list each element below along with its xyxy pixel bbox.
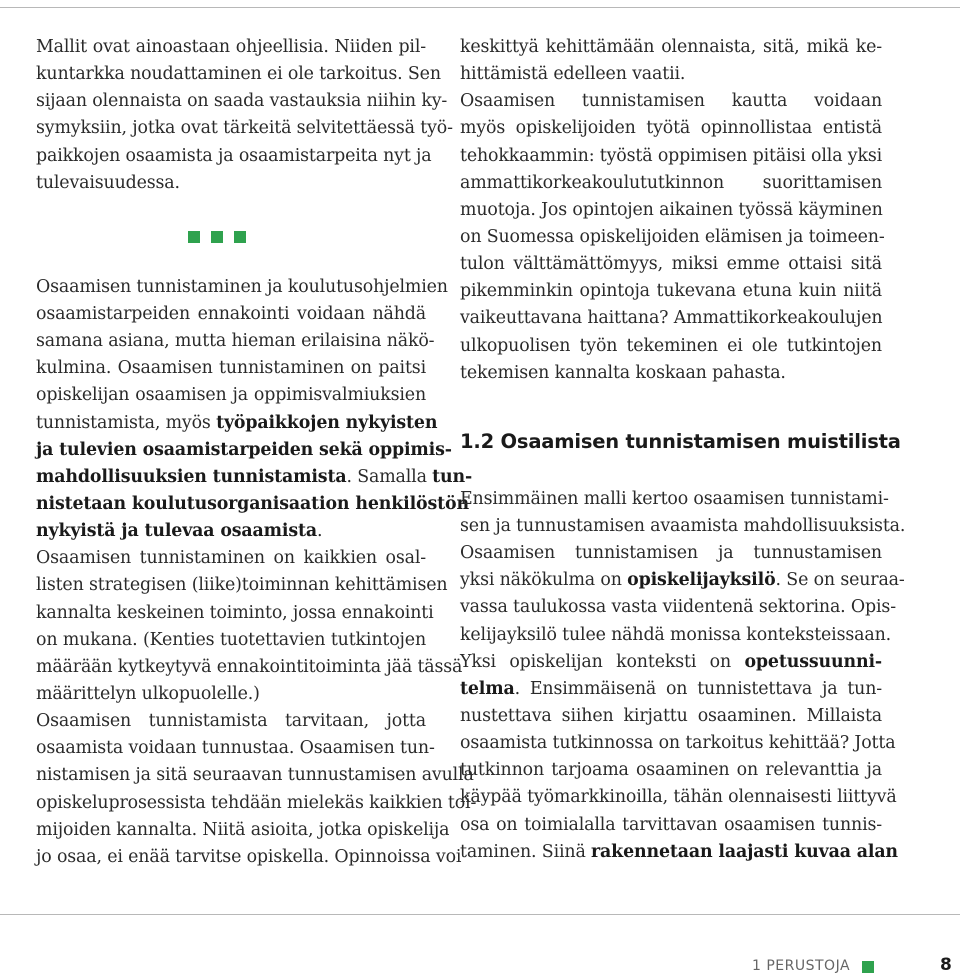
text-line: Osaamisen tunnistamisen ja tunnustamisen [460, 543, 882, 564]
top-rule [0, 7, 960, 8]
text-line: kelijayksilö tulee nähdä monissa konteksteissaan. [460, 624, 892, 645]
text-line: sen ja tunnustamisen avaamista mahdollisuuksista. [460, 515, 906, 536]
text-line [460, 567, 905, 594]
text-line: osa on toimialalla tarvittavan osaamisen tunnis- [460, 814, 882, 835]
text-line: kuntarkka noudattaminen ei ole tarkoitus. Sen [36, 64, 441, 85]
text-line: symyksiin, jotka ovat tärkeitä selvitettäessä työ- [36, 118, 453, 139]
text-line [36, 464, 473, 491]
text-line: tulevaisuudessa. [36, 172, 180, 193]
paragraph [36, 274, 473, 545]
text-line: tulon välttämättömyys, miksi emme ottaisi sitä [460, 254, 882, 275]
footer-square-icon [862, 961, 874, 973]
text-line: kannalta keskeinen toiminto, jossa ennakointi [36, 602, 434, 623]
text-line: osaamistarpeiden ennakointi voidaan nähdä [36, 303, 426, 324]
bottom-rule [0, 914, 960, 915]
green-square-icon [188, 231, 200, 243]
text-line: määrittelyn ulkopuolelle.) [36, 683, 260, 704]
spacer [460, 455, 882, 486]
footer-section-label: 1 PERUSTOJA [752, 958, 851, 974]
paragraph [460, 540, 905, 649]
text-line: osaamista tutkinnossa on tarkoitus kehittää? Jotta [460, 733, 896, 754]
text-line: opiskelijan osaamisen ja oppimisvalmiuksien [36, 385, 426, 406]
text-line [460, 676, 882, 703]
text-line: nistamisen ja sitä seuraavan tunnustamisen avulla [36, 765, 474, 786]
text-run: . Samalla [346, 466, 433, 487]
text-line: nustettava siihen kirjattu osaaminen. Millaista [460, 705, 882, 726]
text-run: taminen. Siinä [460, 841, 592, 862]
text-line: paikkojen osaamista ja osaamistarpeita nyt ja [36, 145, 432, 166]
text-line: listen strategisen (liike)toiminnan kehittämisen [36, 575, 448, 596]
text-line: myös opiskelijoiden työtä opinnollistaa entistä [460, 118, 882, 139]
bold-text: rakennetaan laajasti kuvaa alan [591, 841, 898, 862]
text-line: tehokkaammin: työstä oppimisen pitäisi olla yksi [460, 145, 883, 166]
bold-text: opetussuunni- [744, 651, 882, 672]
text-line: muotoja. Jos opintojen aikainen työssä käyminen [460, 199, 883, 220]
text-line: osaamista voidaan tunnustaa. Osaamisen tun- [36, 738, 435, 759]
text-line: Osaamisen tunnistaminen ja koulutusohjelmien [36, 276, 448, 297]
text-line: Osaamisen tunnistaminen on kaikkien osal- [36, 548, 426, 569]
text-line: kulmina. Osaamisen tunnistaminen on paitsi [36, 358, 426, 379]
text-line [36, 491, 469, 518]
text-line: opiskeluprosessista tehdään mielekäs kaikkien toi- [36, 792, 477, 813]
text-run: yksi näkökulma on [460, 570, 628, 591]
text-run: . Ensimmäisenä on tunnistettava ja tun- [514, 678, 882, 699]
paragraph [460, 649, 898, 866]
bold-text: nykyistä ja tulevaa osaamista [36, 521, 317, 542]
text-line [460, 839, 898, 866]
spacer [36, 197, 426, 231]
text-line: keskittyä kehittämään olennaista, sitä, mikä ke- [460, 37, 882, 57]
text-line: on mukana. (Kenties tuotettavien tutkintojen [36, 629, 426, 650]
right-column [460, 34, 906, 866]
paragraph [36, 545, 463, 708]
text-line: ammattikorkeakoulututkinnon suorittamisen [460, 172, 882, 193]
text-run: . Se on seuraa- [775, 570, 905, 591]
green-square-icon [234, 231, 246, 243]
paragraph [460, 486, 906, 540]
text-line: sijaan olennaista on saada vastauksia niihin ky- [36, 91, 448, 112]
spacer [36, 243, 426, 274]
paragraph [36, 708, 477, 871]
bold-text: nistetaan koulutusorganisaation henkilöstön [36, 493, 469, 514]
text-line: Ensimmäinen malli kertoo osaamisen tunnistami- [460, 488, 889, 509]
text-line [460, 649, 882, 676]
text-line: on Suomessa opiskelijoiden elämisen ja toimeen- [460, 226, 885, 247]
text-run: Yksi opiskelijan konteksti on [460, 651, 745, 672]
bold-text: ja tulevien osaamistarpeiden sekä oppimis- [36, 439, 452, 460]
section-separator [36, 231, 426, 243]
text-line: Osaamisen tunnistamisen kautta voidaan [460, 91, 882, 112]
text-line: Mallit ovat ainoastaan ohjeellisia. Niiden pil- [36, 37, 426, 57]
green-square-icon [211, 231, 223, 243]
text-line: samana asiana, mutta hieman erilaisina näkö- [36, 331, 435, 352]
text-line: tutkinnon tarjoama osaaminen on relevanttia ja [460, 760, 882, 781]
text-line: pikemminkin opintoja tukevana etuna kuin niitä [460, 281, 882, 302]
text-line: tekemisen kannalta koskaan pahasta. [460, 362, 786, 383]
bold-text: telma [460, 678, 515, 699]
text-line: käypää työmarkkinoilla, tähän olennaisesti liittyvä [460, 787, 897, 808]
text-line: hittämistä edelleen vaatii. [460, 64, 686, 85]
text-run: . [317, 521, 323, 542]
text-line: vaikeuttavana haittana? Ammattikorkeakoulujen [460, 308, 883, 329]
left-column [36, 34, 477, 871]
text-line: vassa taulukossa vasta viidentenä sektorina. Opis- [460, 597, 896, 618]
text-line: määrään kytkeytyvä ennakointitoiminta jää tässä [36, 656, 463, 677]
text-line: ulkopuolisen työn tekeminen ei ole tutkintojen [460, 335, 882, 356]
paragraph [460, 88, 885, 387]
bold-text: tun- [432, 466, 473, 487]
text-run: tunnistamista, myös [36, 412, 217, 433]
text-line: mijoiden kannalta. Niitä asioita, jotka opiskelija [36, 819, 450, 840]
paragraph [460, 34, 882, 88]
spacer [460, 387, 882, 428]
text-line [36, 518, 426, 545]
bold-text: työpaikkojen nykyisten [216, 412, 438, 433]
text-line: Osaamisen tunnistamista tarvitaan, jotta [36, 711, 426, 732]
section-heading: 1.2 Osaamisen tunnistamisen muistilista [460, 429, 901, 453]
text-line [36, 410, 438, 437]
page-number: 8 [940, 955, 952, 975]
bold-text: mahdollisuuksien tunnistamista [36, 466, 347, 487]
bold-text: opiskelijayksilö [627, 570, 776, 591]
text-line [36, 437, 452, 464]
text-line: jo osaa, ei enää tarvitse opiskella. Opinnoissa voi [36, 846, 462, 867]
paragraph [36, 34, 453, 197]
